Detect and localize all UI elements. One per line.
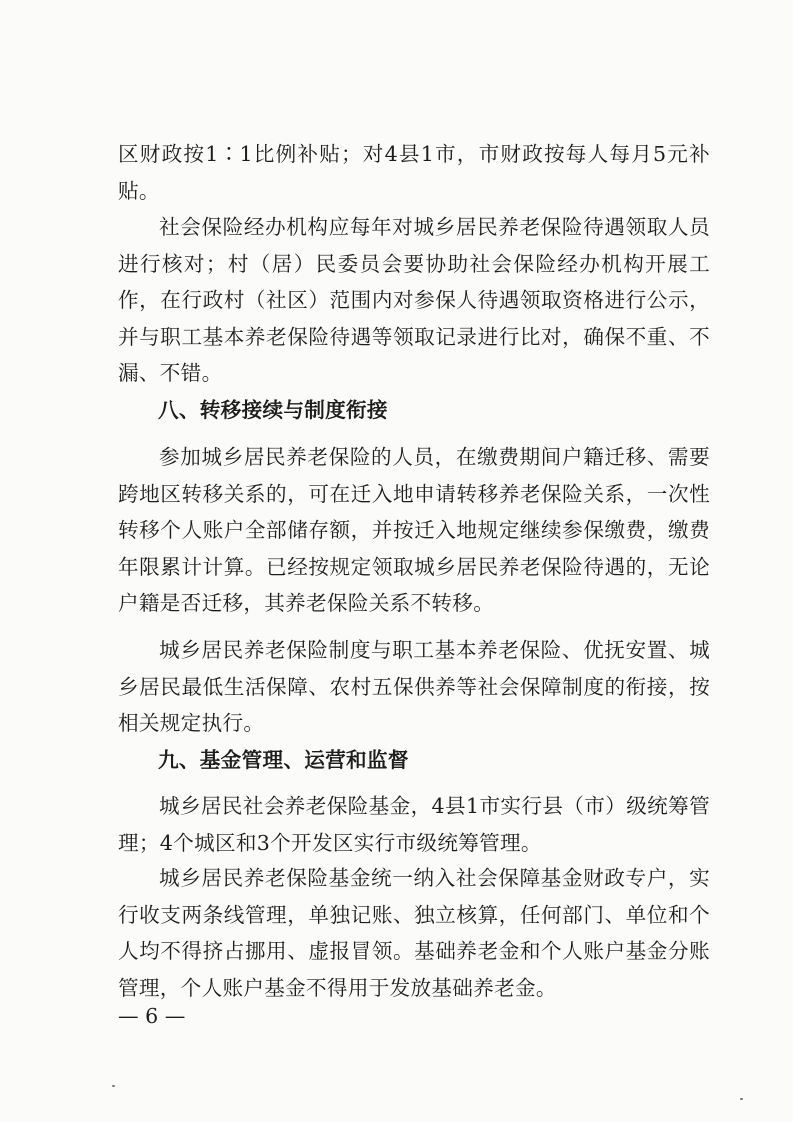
page-number: — 6 — [118,1004,186,1028]
paragraph-connection: 城乡居民养老保险制度与职工基本养老保险、优抚安置、城乡居民最低生活保障、农村五保供养等社会保障制度的衔接，按相关规定执行。 [118,638,710,735]
paragraph-fund-management: 城乡居民养老保险基金统一纳入社会保障基金财政专户，实行收支两条线管理，单独记账、独立核算，任何部门、单位和个人均不得挤占挪用、虚报冒领。基础养老金和个人账户基金分账管理，个人账户基金不得用于发放基础养老金。 [118,866,710,1000]
scan-speck [112,1085,115,1087]
paragraph-fund-pooling: 城乡居民社会养老保险基金，4县1市实行县（市）级统筹管理；4个城区和3个开发区实行市级统筹管理。 [118,794,710,855]
section-heading-9: 九、基金管理、运营和监督 [158,748,409,772]
scan-speck [740,1098,743,1100]
paragraph-subsidy: 区财政按1∶1比例补贴；对4县1市，市财政按每人每月5元补贴。 [118,142,710,203]
paragraph-transfer: 参加城乡居民养老保险的人员，在缴费期间户籍迁移、需要跨地区转移关系的，可在迁入地申请转移养老保险关系，一次性转移个人账户全部储存额，并按迁入地规定继续参保缴费，缴费年限累计计算。已经按规定领取城乡居民养老保险待遇的，无论户籍是否迁移，其养老保险关系不转移。 [118,445,710,615]
paragraph-verification: 社会保险经办机构应每年对城乡居民养老保险待遇领取人员进行核对；村（居）民委员会要协助社会保险经办机构开展工作，在行政村（社区）范围内对参保人待遇领取资格进行公示，并与职工基本养老保险待遇等领取记录进行比对，确保不重、不漏、不错。 [118,215,710,385]
section-heading-8: 八、转移接续与制度衔接 [158,398,388,422]
